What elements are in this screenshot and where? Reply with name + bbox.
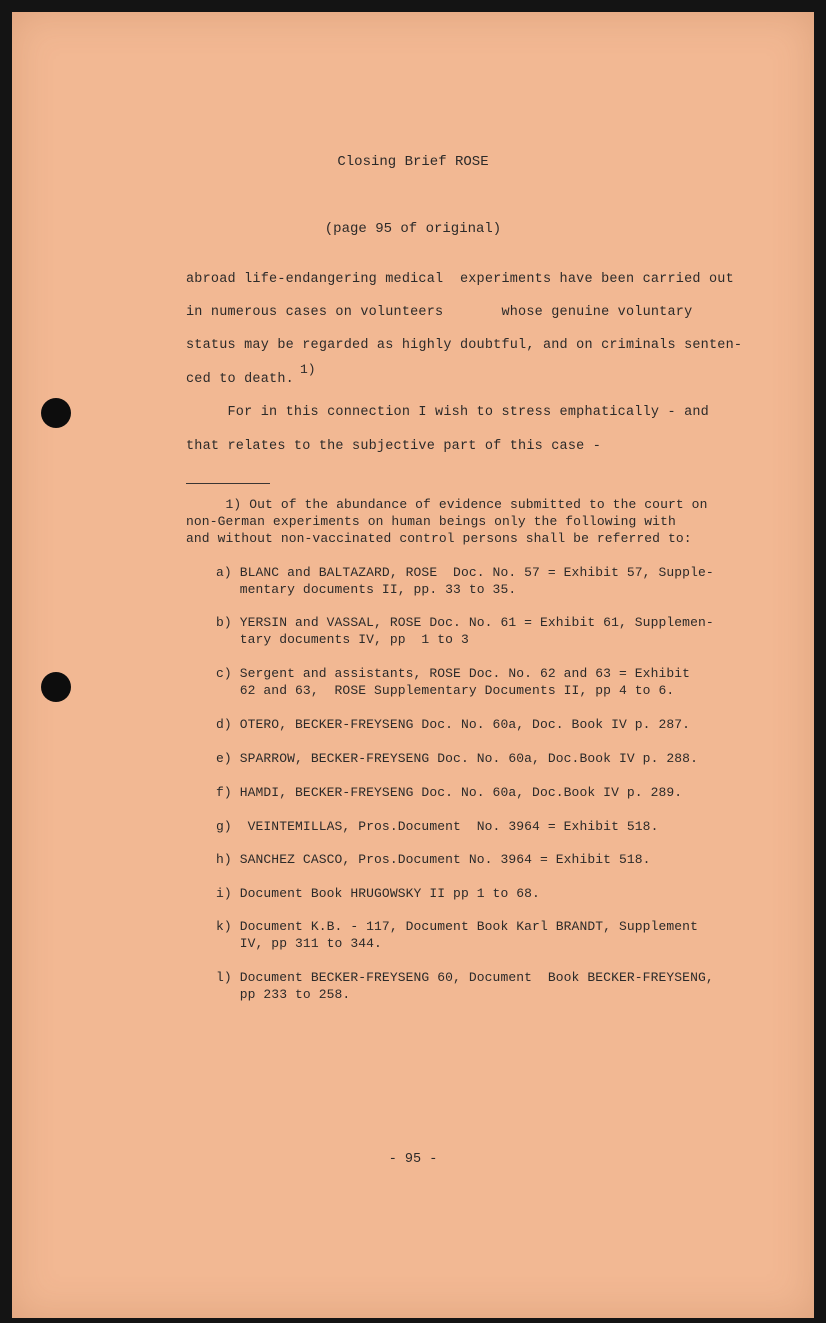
footnote-item-h	[216, 851, 651, 868]
footnote-intro-line: and without non-vaccinated control persons shall be referred to:	[186, 531, 692, 546]
footnote-item-c	[216, 665, 690, 699]
footnote-intro	[186, 496, 707, 547]
footnote-line: 62 and 63, ROSE Supplementary Documents II, pp 4 to 6.	[216, 683, 675, 698]
footnote-separator	[186, 483, 270, 484]
footnote-line: c) Sergent and assistants, ROSE Doc. No. 62 and 63 = Exhibit	[216, 666, 691, 681]
body-line: ced to death.	[186, 372, 294, 387]
body-line: in numerous cases on volunteers whose genuine voluntary	[186, 305, 693, 320]
footnote-item-k	[216, 918, 698, 952]
footnote-line: e) SPARROW, BECKER-FREYSENG Doc. No. 60a, Doc.Book IV p. 288.	[216, 751, 698, 766]
punch-hole-top	[41, 398, 71, 428]
footnote-line: pp 233 to 258.	[216, 987, 351, 1002]
footnote-item-b	[216, 614, 714, 648]
footnote-line: mentary documents II, pp. 33 to 35.	[216, 582, 517, 597]
page-number: - 95 -	[388, 1152, 438, 1167]
footnote-line: k) Document K.B. - 117, Document Book Karl BRANDT, Supplement	[216, 919, 698, 934]
footnote-item-d	[216, 716, 690, 733]
footnote-item-l	[216, 969, 714, 1003]
footnote-item-i	[216, 885, 540, 902]
footnote-line: d) OTERO, BECKER-FREYSENG Doc. No. 60a, Doc. Book IV p. 287.	[216, 717, 691, 732]
footnote-line: g) VEINTEMILLAS, Pros.Document No. 3964 = Exhibit 518.	[216, 819, 659, 834]
footnote-intro-line: non-German experiments on human beings only the following with	[186, 514, 676, 529]
footnote-line: i) Document Book HRUGOWSKY II pp 1 to 68.	[216, 886, 540, 901]
body-line: that relates to the subjective part of this case -	[186, 439, 602, 454]
footnote-line: tary documents IV, pp 1 to 3	[216, 632, 469, 647]
punch-hole-bottom	[41, 672, 71, 702]
document-page	[12, 12, 814, 1318]
body-line: For in this connection I wish to stress emphatically - and	[186, 405, 709, 420]
footnote-item-e	[216, 750, 698, 767]
footnote-item-g	[216, 818, 658, 835]
body-line: abroad life-endangering medical experiments have been carried out	[186, 272, 734, 287]
footnote-intro-line: 1) Out of the abundance of evidence submitted to the court on	[186, 497, 708, 512]
document-subheader: (page 95 of original)	[324, 221, 502, 237]
footnote-line: h) SANCHEZ CASCO, Pros.Document No. 3964 = Exhibit 518.	[216, 852, 651, 867]
footnote-line: IV, pp 311 to 344.	[216, 936, 382, 951]
document-header: Closing Brief ROSE	[337, 154, 489, 170]
footnote-line: a) BLANC and BALTAZARD, ROSE Doc. No. 57 = Exhibit 57, Supple-	[216, 565, 714, 580]
footnote-item-f	[216, 784, 682, 801]
footnote-line: f) HAMDI, BECKER-FREYSENG Doc. No. 60a, Doc.Book IV p. 289.	[216, 785, 683, 800]
footnote-line: l) Document BECKER-FREYSENG 60, Document Book BECKER-FREYSENG,	[216, 970, 714, 985]
footnote-item-a	[216, 564, 714, 598]
footnote-line: b) YERSIN and VASSAL, ROSE Doc. No. 61 = Exhibit 61, Supplemen-	[216, 615, 714, 630]
body-line: status may be regarded as highly doubtful, and on criminals senten-	[186, 338, 743, 353]
footnote-reference: 1)	[300, 362, 316, 377]
